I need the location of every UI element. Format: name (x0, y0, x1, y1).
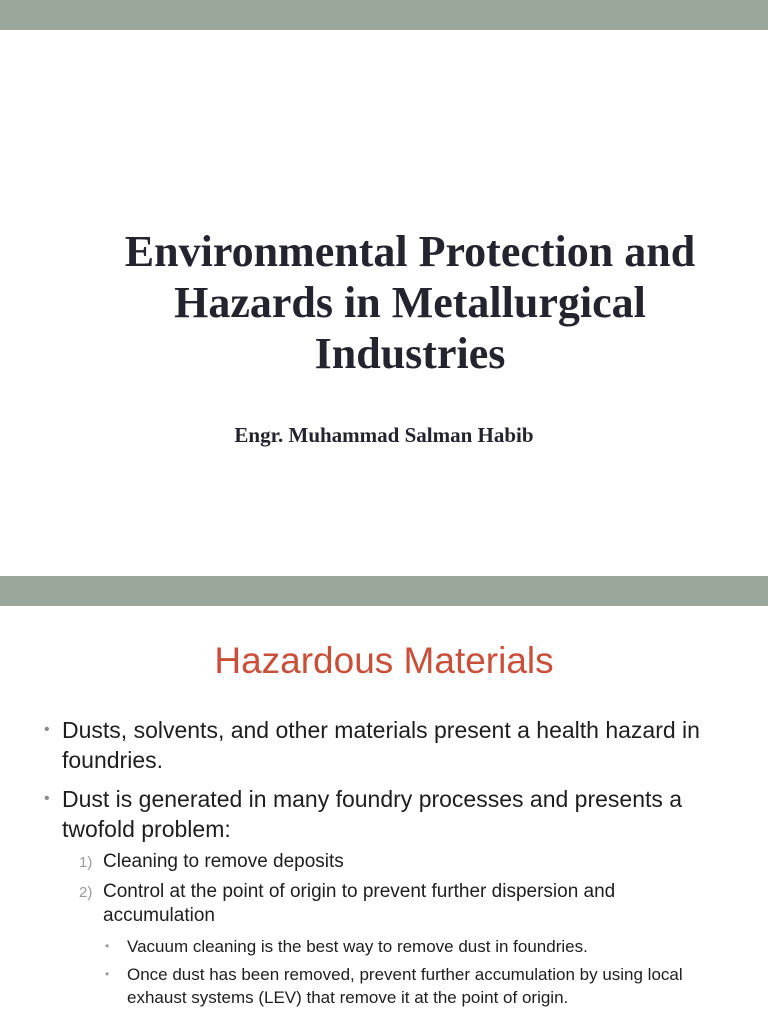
item-number: 1) (79, 854, 93, 871)
numbered-item (79, 880, 723, 928)
bullet-dot-icon: • (44, 721, 50, 738)
section-heading: Hazardous Materials (214, 640, 554, 681)
sub-bullet-dot-icon: • (105, 939, 110, 953)
item-text: Control at the point of origin to prevent further dispersion and accumulation (103, 881, 616, 926)
title-line-2: Hazards in Metallurgical (174, 278, 646, 327)
item-text: Cleaning to remove deposits (103, 851, 344, 872)
slide-title (60, 226, 760, 379)
bullet-item (44, 715, 712, 775)
bullet-text: Dusts, solvents, and other materials present a health hazard in foundries. (62, 717, 700, 773)
item-number: 2) (79, 884, 93, 901)
sub-bullet-item (105, 935, 727, 958)
title-line-3: Industries (314, 329, 506, 378)
author-name: Engr. Muhammad Salman Habib (234, 423, 534, 447)
slide-divider-band (0, 576, 768, 606)
numbered-item (79, 850, 723, 874)
sub-bullet-text: Vacuum cleaning is the best way to remove dust in foundries. (127, 937, 588, 956)
sub-bullet-item (105, 963, 727, 1009)
sub-bullet-dot-icon: • (105, 967, 110, 981)
title-line-1: Environmental Protection and (124, 227, 696, 276)
slide-top-band (0, 0, 768, 30)
sub-bullet-text: Once dust has been removed, prevent further accumulation by using local exhaust systems (LEV) that remove it at the point of origin. (127, 965, 683, 1007)
bullet-item (44, 784, 712, 844)
bullet-text: Dust is generated in many foundry processes and presents a twofold problem: (62, 786, 683, 842)
bullet-dot-icon: • (44, 790, 50, 807)
